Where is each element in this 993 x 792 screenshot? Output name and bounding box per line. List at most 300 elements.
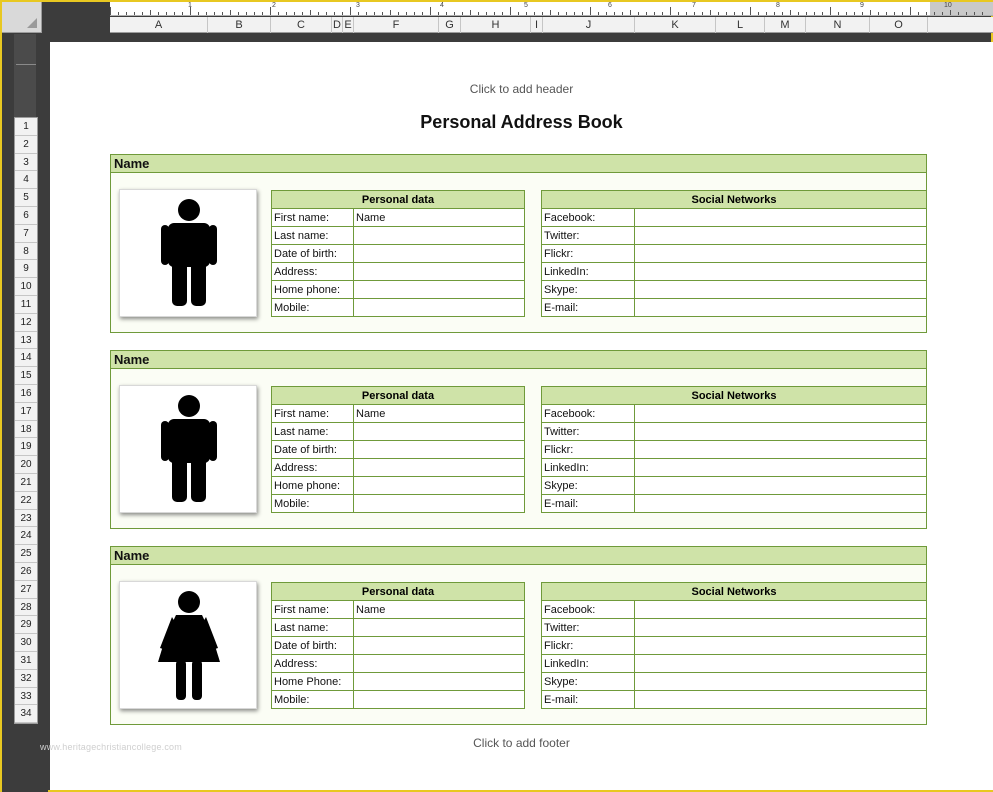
row-header-20[interactable]: 20 bbox=[15, 456, 37, 474]
select-all-corner[interactable] bbox=[2, 2, 42, 33]
contact-card bbox=[110, 350, 927, 529]
row-header-29[interactable]: 29 bbox=[15, 616, 37, 634]
ruler-tick bbox=[654, 12, 655, 15]
row-header-10[interactable]: 10 bbox=[15, 278, 37, 296]
ruler-tick bbox=[750, 7, 751, 15]
ruler-tick bbox=[918, 12, 919, 15]
field-label: Mobile: bbox=[272, 299, 354, 317]
field-label: Date of birth: bbox=[272, 637, 354, 655]
column-header-m[interactable]: M bbox=[765, 17, 806, 33]
column-header-a[interactable]: A bbox=[110, 17, 208, 33]
table-row bbox=[542, 637, 927, 655]
social-networks-header-row bbox=[542, 387, 927, 405]
ruler-mark bbox=[16, 64, 36, 65]
field-label: Last name: bbox=[272, 227, 354, 245]
ruler-tick bbox=[390, 10, 391, 15]
ruler-tick bbox=[566, 12, 567, 15]
table-row bbox=[542, 299, 927, 317]
ruler-tick bbox=[694, 12, 695, 15]
field-label: Flickr: bbox=[542, 245, 635, 263]
field-label: Home Phone: bbox=[272, 673, 354, 691]
column-header-i[interactable]: I bbox=[531, 17, 543, 33]
ruler-tick bbox=[574, 12, 575, 15]
ruler-tick bbox=[414, 12, 415, 15]
table-row bbox=[272, 281, 525, 299]
table-row bbox=[542, 405, 927, 423]
table-row bbox=[542, 601, 927, 619]
table-row bbox=[542, 655, 927, 673]
row-header-15[interactable]: 15 bbox=[15, 367, 37, 385]
ruler-tick bbox=[398, 12, 399, 15]
ruler-tick bbox=[878, 12, 879, 15]
field-value-cell[interactable] bbox=[635, 601, 927, 619]
table-row bbox=[272, 655, 525, 673]
row-header-30[interactable]: 30 bbox=[15, 634, 37, 652]
field-value-cell[interactable] bbox=[635, 655, 927, 673]
contact-card bbox=[110, 154, 927, 333]
ruler-tick bbox=[582, 12, 583, 15]
social-networks-table bbox=[541, 582, 927, 709]
personal-data-header: Personal data bbox=[272, 387, 525, 405]
ruler-tick bbox=[766, 12, 767, 15]
ruler-tick bbox=[198, 12, 199, 15]
ruler-tick bbox=[822, 12, 823, 15]
field-value-cell[interactable] bbox=[635, 637, 927, 655]
column-header-g[interactable]: G bbox=[439, 17, 461, 33]
ruler-tick bbox=[942, 12, 943, 15]
field-value-cell[interactable] bbox=[635, 673, 927, 691]
table-row bbox=[542, 691, 927, 709]
ruler-number: 4 bbox=[440, 2, 444, 9]
ruler-tick bbox=[974, 12, 975, 15]
field-label: Facebook: bbox=[542, 405, 635, 423]
row-header-26[interactable]: 26 bbox=[15, 563, 37, 581]
contact-name-heading[interactable]: Name bbox=[111, 351, 926, 369]
field-value-cell[interactable] bbox=[354, 673, 525, 691]
row-header-9[interactable]: 9 bbox=[15, 260, 37, 278]
social-networks-header-row bbox=[542, 191, 927, 209]
personal-data-header-row bbox=[272, 191, 525, 209]
ruler-tick bbox=[758, 12, 759, 15]
footer-placeholder[interactable]: Click to add footer bbox=[473, 736, 570, 750]
ruler-tick bbox=[302, 12, 303, 15]
table-row bbox=[272, 441, 525, 459]
row-header-21[interactable]: 21 bbox=[15, 474, 37, 492]
table-row bbox=[542, 619, 927, 637]
row-header-8[interactable]: 8 bbox=[15, 243, 37, 261]
row-header-34[interactable]: 34 bbox=[15, 705, 37, 723]
ruler-tick bbox=[630, 10, 631, 15]
table-row bbox=[272, 495, 525, 513]
table-row bbox=[542, 495, 927, 513]
row-header-18[interactable]: 18 bbox=[15, 421, 37, 439]
row-header-2[interactable]: 2 bbox=[15, 136, 37, 154]
table-row bbox=[542, 459, 927, 477]
field-value-cell[interactable] bbox=[635, 209, 927, 227]
row-header-7[interactable]: 7 bbox=[15, 225, 37, 243]
ruler-number: 10 bbox=[944, 2, 952, 9]
field-value-cell[interactable] bbox=[635, 495, 927, 513]
field-value-cell[interactable] bbox=[354, 441, 525, 459]
header-placeholder[interactable]: Click to add header bbox=[469, 82, 574, 96]
social-networks-table bbox=[541, 190, 927, 317]
field-value-cell[interactable]: Name bbox=[354, 405, 525, 423]
ruler-tick bbox=[862, 12, 863, 15]
ruler-tick bbox=[782, 12, 783, 15]
ruler-tick bbox=[510, 7, 511, 15]
ruler-tick bbox=[518, 12, 519, 15]
contact-name-heading[interactable]: Name bbox=[111, 155, 926, 173]
ruler-tick bbox=[638, 12, 639, 15]
ruler-tick bbox=[246, 12, 247, 15]
ruler-tick bbox=[702, 12, 703, 15]
row-header-24[interactable]: 24 bbox=[15, 527, 37, 545]
ruler-tick bbox=[166, 12, 167, 15]
field-label: E-mail: bbox=[542, 495, 635, 513]
field-label: Mobile: bbox=[272, 691, 354, 709]
table-row bbox=[272, 637, 525, 655]
ruler-tick bbox=[478, 12, 479, 15]
ruler-tick bbox=[278, 12, 279, 15]
field-label: E-mail: bbox=[542, 691, 635, 709]
ruler-tick bbox=[254, 12, 255, 15]
field-label: Facebook: bbox=[542, 209, 635, 227]
field-value-cell[interactable] bbox=[635, 263, 927, 281]
ruler-tick bbox=[830, 7, 831, 15]
table-row bbox=[542, 441, 927, 459]
field-value-cell[interactable] bbox=[635, 441, 927, 459]
ruler-tick bbox=[718, 12, 719, 15]
row-header-17[interactable]: 17 bbox=[15, 403, 37, 421]
ruler-tick bbox=[614, 12, 615, 15]
field-value-cell[interactable] bbox=[354, 245, 525, 263]
field-value-cell[interactable] bbox=[635, 281, 927, 299]
ruler-tick bbox=[262, 12, 263, 15]
personal-data-header-row bbox=[272, 387, 525, 405]
ruler-tick bbox=[926, 12, 927, 15]
contact-photo[interactable] bbox=[119, 581, 257, 709]
ruler-tick bbox=[118, 12, 119, 15]
ruler-tick bbox=[790, 10, 791, 15]
table-row bbox=[542, 281, 927, 299]
table-row bbox=[272, 459, 525, 477]
ruler-tick bbox=[982, 12, 983, 15]
ruler-tick bbox=[662, 12, 663, 15]
ruler-tick bbox=[462, 12, 463, 15]
field-label: Twitter: bbox=[542, 423, 635, 441]
ruler-tick bbox=[134, 12, 135, 15]
table-row bbox=[542, 477, 927, 495]
contact-name-heading[interactable]: Name bbox=[111, 547, 926, 565]
row-header-33[interactable]: 33 bbox=[15, 688, 37, 706]
row-header-3[interactable]: 3 bbox=[15, 154, 37, 172]
column-header-c[interactable]: C bbox=[271, 17, 332, 33]
ruler-tick bbox=[230, 10, 231, 15]
ruler-tick bbox=[326, 12, 327, 15]
field-label: Home phone: bbox=[272, 477, 354, 495]
row-header-1[interactable]: 1 bbox=[15, 118, 37, 136]
field-value-cell[interactable] bbox=[354, 299, 525, 317]
column-header-o[interactable]: O bbox=[870, 17, 928, 33]
field-value-cell[interactable] bbox=[354, 691, 525, 709]
ruler-tick bbox=[670, 7, 671, 15]
social-networks-header-row bbox=[542, 583, 927, 601]
ruler-tick bbox=[934, 12, 935, 15]
row-header-4[interactable]: 4 bbox=[15, 171, 37, 189]
table-row bbox=[272, 673, 525, 691]
ruler-tick bbox=[814, 12, 815, 15]
ruler-tick bbox=[902, 12, 903, 15]
ruler-tick bbox=[710, 10, 711, 15]
column-header-l[interactable]: L bbox=[716, 17, 765, 33]
field-value-cell[interactable] bbox=[635, 477, 927, 495]
field-value-cell[interactable] bbox=[635, 691, 927, 709]
field-label: Skype: bbox=[542, 673, 635, 691]
ruler-tick bbox=[846, 12, 847, 15]
field-label: First name: bbox=[272, 405, 354, 423]
ruler-number: 3 bbox=[356, 2, 360, 9]
ruler-tick bbox=[590, 7, 591, 15]
field-label: Facebook: bbox=[542, 601, 635, 619]
row-header-16[interactable]: 16 bbox=[15, 385, 37, 403]
ruler-tick bbox=[686, 12, 687, 15]
ruler-number: 6 bbox=[608, 2, 612, 9]
field-value-cell[interactable] bbox=[354, 495, 525, 513]
ruler-tick bbox=[422, 12, 423, 15]
row-header-32[interactable]: 32 bbox=[15, 670, 37, 688]
field-value-cell[interactable] bbox=[354, 263, 525, 281]
table-row bbox=[272, 691, 525, 709]
table-row bbox=[272, 209, 525, 227]
row-header-27[interactable]: 27 bbox=[15, 581, 37, 599]
table-row bbox=[542, 673, 927, 691]
ruler-tick bbox=[342, 12, 343, 15]
personal-data-header-row bbox=[272, 583, 525, 601]
ruler-tick bbox=[950, 10, 951, 15]
ruler-tick bbox=[222, 12, 223, 15]
ruler-tick bbox=[646, 12, 647, 15]
row-header-23[interactable]: 23 bbox=[15, 510, 37, 528]
ruler-tick bbox=[734, 12, 735, 15]
ruler-tick bbox=[150, 10, 151, 15]
column-header-e[interactable]: E bbox=[343, 17, 354, 33]
field-label: E-mail: bbox=[542, 299, 635, 317]
field-value-cell[interactable] bbox=[354, 227, 525, 245]
personal-data-table bbox=[271, 582, 525, 709]
ruler-tick bbox=[182, 12, 183, 15]
field-label: Last name: bbox=[272, 423, 354, 441]
personal-data-header: Personal data bbox=[272, 191, 525, 209]
field-label: Skype: bbox=[542, 281, 635, 299]
table-row bbox=[542, 423, 927, 441]
field-label: Flickr: bbox=[542, 637, 635, 655]
ruler-tick bbox=[606, 12, 607, 15]
social-networks-header: Social Networks bbox=[542, 387, 927, 405]
table-row bbox=[272, 405, 525, 423]
ruler-tick bbox=[110, 7, 111, 15]
ruler-tick bbox=[598, 12, 599, 15]
field-value-cell[interactable] bbox=[354, 655, 525, 673]
field-value-cell[interactable] bbox=[354, 459, 525, 477]
table-row bbox=[272, 423, 525, 441]
field-label: Address: bbox=[272, 263, 354, 281]
ruler-tick bbox=[406, 12, 407, 15]
field-value-cell[interactable] bbox=[635, 299, 927, 317]
field-value-cell[interactable] bbox=[354, 637, 525, 655]
contact-photo[interactable] bbox=[119, 385, 257, 513]
ruler-tick bbox=[286, 12, 287, 15]
row-header-5[interactable]: 5 bbox=[15, 189, 37, 207]
ruler-tick bbox=[214, 12, 215, 15]
column-header-k[interactable]: K bbox=[635, 17, 716, 33]
ruler-tick bbox=[142, 12, 143, 15]
ruler-tick bbox=[294, 12, 295, 15]
column-header-h[interactable]: H bbox=[461, 17, 531, 33]
field-value-cell[interactable] bbox=[635, 459, 927, 477]
field-label: Last name: bbox=[272, 619, 354, 637]
field-label: Date of birth: bbox=[272, 245, 354, 263]
field-value-cell[interactable] bbox=[635, 619, 927, 637]
ruler-tick bbox=[502, 12, 503, 15]
field-value-cell[interactable] bbox=[635, 227, 927, 245]
row-header-13[interactable]: 13 bbox=[15, 332, 37, 350]
ruler-tick bbox=[774, 12, 775, 15]
field-value-cell[interactable]: Name bbox=[354, 601, 525, 619]
ruler-number: 2 bbox=[272, 2, 276, 9]
social-networks-header: Social Networks bbox=[542, 583, 927, 601]
column-header-b[interactable]: B bbox=[208, 17, 271, 33]
field-label: LinkedIn: bbox=[542, 459, 635, 477]
row-header-22[interactable]: 22 bbox=[15, 492, 37, 510]
field-value-cell[interactable] bbox=[635, 245, 927, 263]
personal-data-table bbox=[271, 190, 525, 317]
ruler-tick bbox=[270, 7, 271, 15]
ruler-number: 7 bbox=[692, 2, 696, 9]
table-row bbox=[272, 227, 525, 245]
field-value-cell[interactable]: Name bbox=[354, 209, 525, 227]
column-header-n[interactable]: N bbox=[806, 17, 870, 33]
field-value-cell[interactable] bbox=[635, 405, 927, 423]
ruler-tick bbox=[854, 12, 855, 15]
ruler-tick bbox=[334, 12, 335, 15]
column-header-d[interactable]: D bbox=[332, 17, 343, 33]
table-row bbox=[272, 245, 525, 263]
ruler-tick bbox=[838, 12, 839, 15]
table-row bbox=[542, 263, 927, 281]
table-row bbox=[272, 619, 525, 637]
ruler-tick bbox=[494, 12, 495, 15]
column-header-f[interactable]: F bbox=[354, 17, 439, 33]
column-header-j[interactable]: J bbox=[543, 17, 635, 33]
ruler-tick bbox=[958, 12, 959, 15]
female-person-icon bbox=[150, 590, 228, 702]
ruler-tick bbox=[454, 12, 455, 15]
ruler-tick bbox=[438, 12, 439, 15]
field-label: First name: bbox=[272, 209, 354, 227]
row-header-11[interactable]: 11 bbox=[15, 296, 37, 314]
social-networks-header: Social Networks bbox=[542, 191, 927, 209]
ruler-tick bbox=[430, 7, 431, 15]
male-person-icon bbox=[150, 198, 228, 310]
horizontal-ruler bbox=[110, 2, 993, 16]
watermark: www.heritagechristiancollege.com bbox=[40, 742, 182, 752]
social-networks-table bbox=[541, 386, 927, 513]
table-row bbox=[542, 227, 927, 245]
ruler-tick bbox=[318, 12, 319, 15]
ruler-tick bbox=[486, 12, 487, 15]
field-value-cell[interactable] bbox=[354, 281, 525, 299]
ruler-tick bbox=[366, 12, 367, 15]
personal-data-table bbox=[271, 386, 525, 513]
ruler-tick bbox=[678, 12, 679, 15]
row-header-14[interactable]: 14 bbox=[15, 349, 37, 367]
field-label: LinkedIn: bbox=[542, 263, 635, 281]
row-header-19[interactable]: 19 bbox=[15, 438, 37, 456]
field-label: Date of birth: bbox=[272, 441, 354, 459]
ruler-tick bbox=[374, 12, 375, 15]
field-label: Twitter: bbox=[542, 619, 635, 637]
row-header-28[interactable]: 28 bbox=[15, 599, 37, 617]
field-label: Flickr: bbox=[542, 441, 635, 459]
select-all-triangle-icon bbox=[27, 18, 37, 28]
row-header-25[interactable]: 25 bbox=[15, 545, 37, 563]
field-label: Skype: bbox=[542, 477, 635, 495]
personal-data-header: Personal data bbox=[272, 583, 525, 601]
field-label: Mobile: bbox=[272, 495, 354, 513]
ruler-tick bbox=[726, 12, 727, 15]
ruler-tick bbox=[542, 12, 543, 15]
table-row bbox=[542, 245, 927, 263]
contact-photo[interactable] bbox=[119, 189, 257, 317]
ruler-tick bbox=[526, 12, 527, 15]
row-header-6[interactable]: 6 bbox=[15, 207, 37, 225]
ruler-tick bbox=[206, 12, 207, 15]
ruler-tick bbox=[894, 12, 895, 15]
field-value-cell[interactable] bbox=[354, 477, 525, 495]
ruler-tick bbox=[798, 12, 799, 15]
ruler-margin bbox=[930, 2, 993, 16]
ruler-tick bbox=[870, 10, 871, 15]
field-label: First name: bbox=[272, 601, 354, 619]
field-value-cell[interactable] bbox=[354, 423, 525, 441]
ruler-tick bbox=[470, 10, 471, 15]
ruler-tick bbox=[534, 12, 535, 15]
contact-card bbox=[110, 546, 927, 725]
field-value-cell[interactable] bbox=[635, 423, 927, 441]
page-layout-sheet bbox=[40, 42, 993, 790]
table-row bbox=[272, 263, 525, 281]
field-value-cell[interactable] bbox=[354, 619, 525, 637]
ruler-tick bbox=[742, 12, 743, 15]
ruler-number: 5 bbox=[524, 2, 528, 9]
field-label: Home phone: bbox=[272, 281, 354, 299]
ruler-tick bbox=[350, 7, 351, 15]
ruler-tick bbox=[174, 12, 175, 15]
ruler-tick bbox=[382, 12, 383, 15]
field-label: Address: bbox=[272, 459, 354, 477]
ruler-tick bbox=[126, 12, 127, 15]
male-person-icon bbox=[150, 394, 228, 506]
table-row bbox=[272, 299, 525, 317]
row-header-12[interactable]: 12 bbox=[15, 314, 37, 332]
table-row bbox=[272, 601, 525, 619]
field-label: Twitter: bbox=[542, 227, 635, 245]
ruler-tick bbox=[446, 12, 447, 15]
ruler-tick bbox=[966, 12, 967, 15]
ruler-tick bbox=[806, 12, 807, 15]
row-header-31[interactable]: 31 bbox=[15, 652, 37, 670]
ruler-tick bbox=[358, 12, 359, 15]
